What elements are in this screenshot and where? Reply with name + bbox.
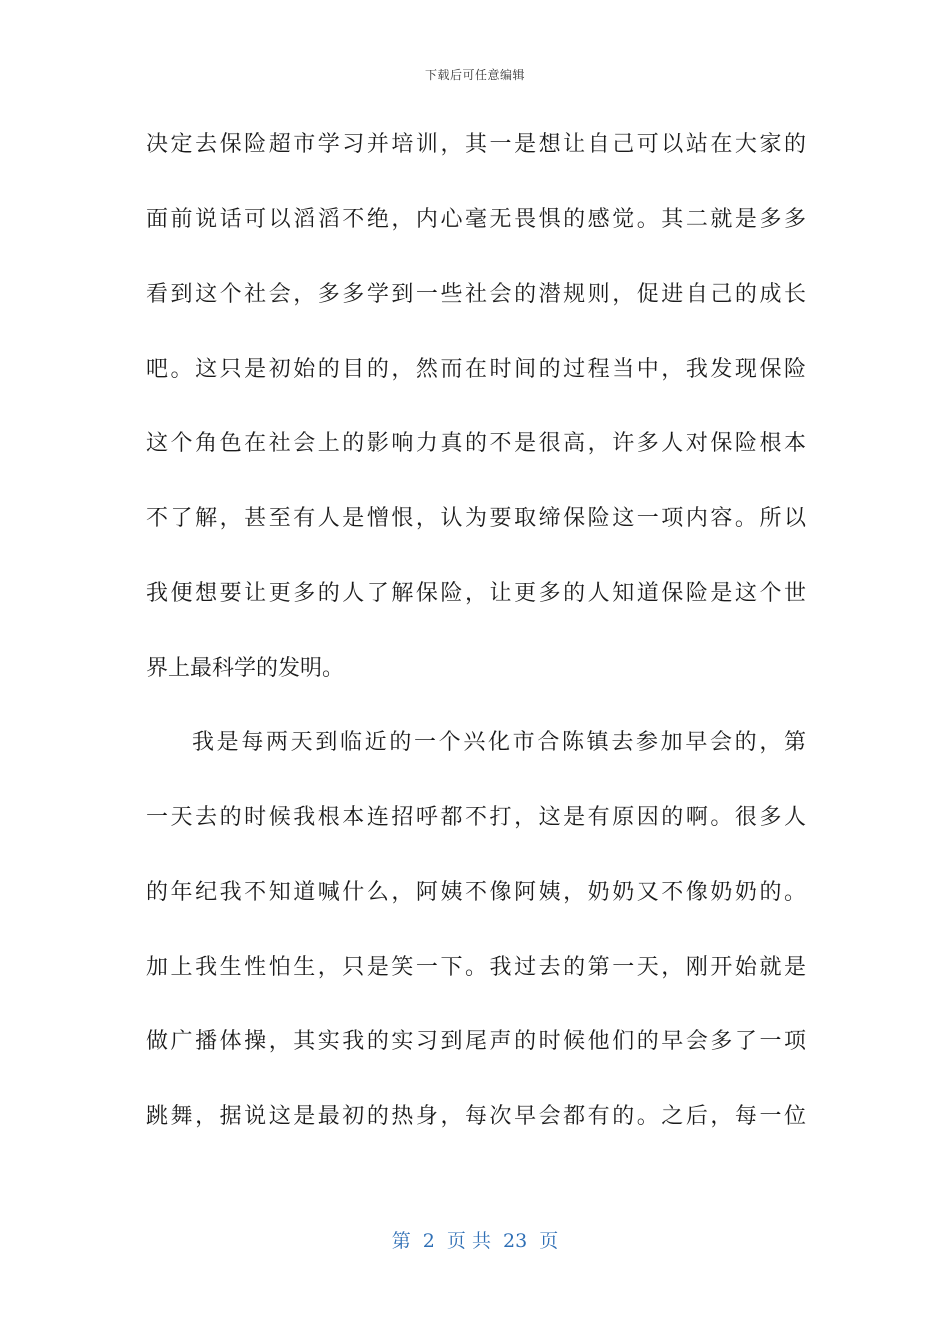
footer-suffix: 页 (539, 1230, 559, 1252)
page-header: 下载后可任意编辑 (424, 68, 525, 82)
text-line: 的年纪我不知道喊什么，阿姨不像阿姨，奶奶又不像奶奶的。 (146, 880, 806, 905)
text-line: 界上最科学的发明。 (146, 656, 345, 681)
text-line: 跳舞，据说这是最初的热身，每次早会都有的。之后，每一位 (146, 1104, 806, 1129)
current-page-number: 2 (422, 1230, 435, 1252)
total-pages-number: 23 (503, 1230, 528, 1252)
text-line: 这个角色在社会上的影响力真的不是很高，许多人对保险根本 (146, 431, 806, 456)
text-line: 一天去的时候我根本连招呼都不打，这是有原因的啊。很多人 (146, 805, 806, 830)
text-line: 不了解，甚至有人是憎恨，认为要取缔保险这一项内容。所以 (146, 506, 806, 531)
text-line: 吧。这只是初始的目的，然而在时间的过程当中，我发现保险 (146, 357, 806, 382)
text-line: 看到这个社会，多多学到一些社会的潜规则，促进自己的成长 (146, 282, 806, 307)
footer-middle: 页 共 (446, 1230, 491, 1252)
page-number-footer (0, 1226, 950, 1253)
text-line: 我是每两天到临近的一个兴化市合陈镇去参加早会的，第 (192, 730, 806, 755)
text-line: 决定去保险超市学习并培训，其一是想让自己可以站在大家的 (146, 132, 806, 157)
footer-prefix: 第 (391, 1230, 411, 1252)
text-line: 我便想要让更多的人了解保险，让更多的人知道保险是这个世 (146, 581, 806, 606)
text-line: 做广播体操，其实我的实习到尾声的时候他们的早会多了一项 (146, 1029, 806, 1054)
text-line: 面前说话可以滔滔不绝，内心毫无畏惧的感觉。其二就是多多 (146, 207, 806, 232)
text-line: 加上我生性怕生，只是笑一下。我过去的第一天，刚开始就是 (146, 955, 806, 980)
